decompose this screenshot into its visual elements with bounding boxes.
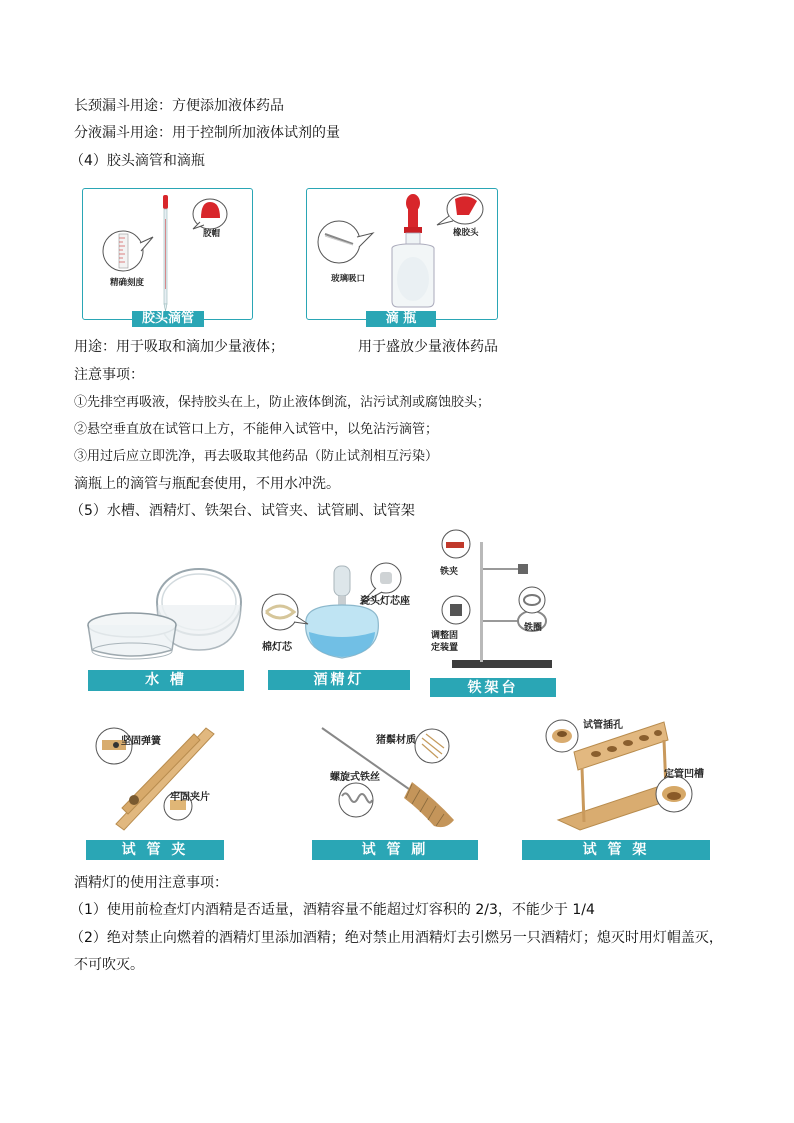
label-spring: 坚固弹簧	[121, 736, 161, 747]
note-1: ①先排空再吸液，保持胶头在上，防止液体倒流，沾污试剂或腐蚀胶头；	[74, 395, 491, 410]
trough-illustration	[84, 560, 246, 666]
label-tube-groove: 定管凹槽	[664, 769, 704, 780]
dropper-illustration	[83, 189, 252, 319]
lamp-note-2-cont: 不可吹灭。	[74, 957, 144, 973]
label-wick-seat: 瓷头灯芯座	[360, 596, 410, 607]
label-cotton-wick: 棉灯芯	[262, 642, 292, 653]
band-test-tube-holder: 试 管 夹	[86, 840, 224, 860]
band-test-tube-brush: 试 管 刷	[312, 840, 478, 860]
usage-bottle: 用于盛放少量液体药品	[358, 339, 498, 355]
notes-title: 注意事项：	[74, 367, 144, 383]
label-adjust-1: 调整固	[431, 631, 459, 641]
label-adjust-2: 定装置	[431, 643, 459, 653]
band-dropping-bottle: 滴 瓶	[366, 311, 436, 327]
label-spiral-wire: 螺旋式铁丝	[330, 772, 380, 783]
label-rubber-cap: 胶帽	[203, 229, 221, 239]
label-glass-tip: 玻璃吸口	[331, 274, 366, 284]
section-heading-5: （5）水槽、酒精灯、铁架台、试管夹、试管刷、试管架	[70, 503, 415, 519]
lamp-note-2: （2）绝对禁止向燃着的酒精灯里添加酒精；绝对禁止用酒精灯去引燃另一只酒精灯；熄灭时用灯帽盖灭，	[70, 930, 723, 946]
lamp-note-1: （1）使用前检查灯内酒精是否适量，酒精容量不能超过灯容积的 2/3，不能少于 1/4	[70, 902, 595, 918]
lamp-notes-title: 酒精灯的使用注意事项：	[74, 875, 228, 891]
note-2: ②悬空垂直放在试管口上方，不能伸入试管中，以免沾污滴管；	[74, 422, 439, 437]
band-alcohol-lamp: 酒精灯	[268, 670, 410, 690]
label-jaw: 牢固夹片	[170, 792, 210, 803]
band-test-tube-rack: 试 管 架	[522, 840, 710, 860]
label-tube-hole: 试管插孔	[583, 720, 623, 731]
test-tube-holder-illustration	[86, 712, 226, 836]
dropper-figure	[82, 188, 253, 320]
band-dropper: 胶头滴管	[132, 311, 204, 327]
label-iron-clamp: 铁夹	[440, 567, 459, 577]
text-line-long-neck-funnel: 长颈漏斗用途：方便添加液体药品	[74, 98, 284, 114]
label-iron-ring: 铁圈	[524, 623, 543, 633]
band-iron-stand: 铁架台	[430, 678, 556, 697]
note-4: 滴瓶上的滴管与瓶配套使用，不用水冲洗。	[74, 476, 340, 492]
text-line-separatory-funnel: 分液漏斗用途：用于控制所加液体试剂的量	[74, 125, 340, 141]
label-precise-scale: 精确刻度	[110, 278, 145, 288]
usage-dropper: 用途：用于吸取和滴加少量液体；	[74, 339, 284, 355]
band-trough: 水 槽	[88, 670, 244, 691]
dropping-bottle-figure	[306, 188, 498, 320]
note-3: ③用过后应立即洗净，再去吸取其他药品（防止试剂相互污染）	[74, 449, 439, 464]
section-heading-4: （4）胶头滴管和滴瓶	[70, 153, 205, 169]
label-rubber-bulb: 橡胶头	[453, 228, 479, 238]
dropping-bottle-illustration	[307, 189, 497, 319]
label-bristle: 猪鬃材质	[376, 735, 416, 746]
